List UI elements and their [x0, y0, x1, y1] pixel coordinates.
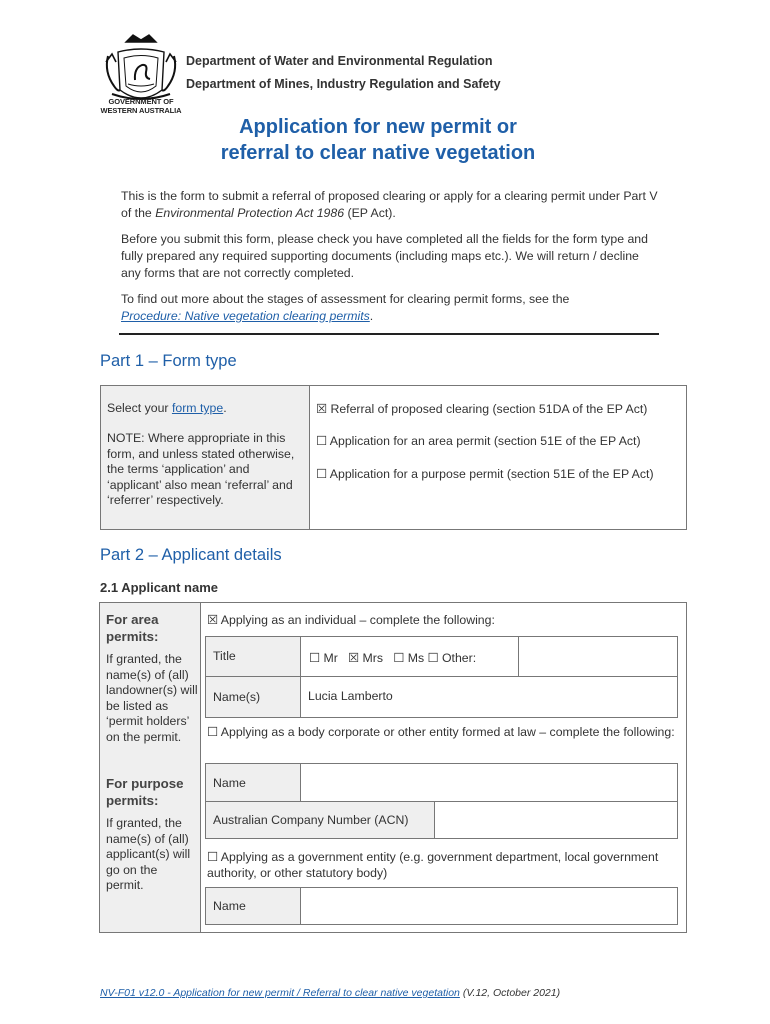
option-individual[interactable]: ☒ Applying as an individual – complete the following:: [207, 613, 495, 627]
option-purpose-permit[interactable]: ☐ Application for a purpose permit (section 51E of the EP Act): [316, 467, 654, 481]
title-option-ms[interactable]: ☐ Ms: [393, 651, 425, 665]
form-title: [100, 114, 656, 166]
checkbox-body-corporate[interactable]: ☐: [207, 725, 219, 739]
form-type-link[interactable]: form type: [171, 401, 224, 415]
area-permits-text: If granted, the name(s) of (all) landowner(s) will be listed as ‘permit holders’ on the permit.: [106, 652, 198, 744]
acn-field[interactable]: [434, 801, 678, 839]
department-name-2: Department of Mines, Industry Regulation and Safety: [186, 77, 501, 91]
footer: [100, 987, 560, 999]
section-divider: [119, 333, 659, 335]
part1-heading: Part 1 – Form type: [100, 352, 237, 370]
checkbox-area-permit[interactable]: ☐: [316, 434, 328, 448]
title-option-mrs[interactable]: ☒ Mrs: [348, 651, 383, 665]
form-title-line-1: Application for new permit or: [239, 116, 517, 138]
government-name-label: Name: [213, 899, 246, 913]
title-option-other[interactable]: ☐ Other:: [427, 651, 477, 665]
form-title-line-2: referral to clear native vegetation: [220, 142, 536, 164]
applicant-name-subheading: 2.1 Applicant name: [100, 580, 218, 595]
option-area-permit[interactable]: ☐ Application for an area permit (section 51E of the EP Act): [316, 434, 641, 448]
checkbox-purpose-permit[interactable]: ☐: [316, 467, 328, 481]
names-value: Lucia Lamberto: [308, 689, 393, 703]
crest-caption: GOVERNMENT OF WESTERN AUSTRALIA: [100, 97, 182, 115]
corporate-name-field[interactable]: [300, 763, 678, 802]
procedure-link[interactable]: Procedure: Native vegetation clearing permits: [121, 309, 370, 323]
title-other-field[interactable]: [518, 636, 678, 677]
intro-paragraph-1: This is the form to submit a referral of proposed clearing or apply for a clearing permit under Part V of the Environmental Protection Act 1986 (EP Act).: [121, 189, 658, 220]
purpose-permits-text: If granted, the name(s) of (all) applicant(s) will go on the permit.: [106, 816, 191, 892]
purpose-permits-heading: For purpose permits:: [106, 776, 184, 808]
option-body-corporate[interactable]: ☐ Applying as a body corporate or other entity formed at law – complete the following:: [207, 725, 675, 739]
checkbox-government[interactable]: ☐: [207, 850, 219, 864]
form-type-prompt: Select your form type.: [107, 401, 227, 415]
option-government[interactable]: ☐ Applying as a government entity (e.g. government department, local government authority, or other statutory body): [207, 850, 659, 880]
footer-version: (V.12, October 2021): [462, 987, 561, 999]
acn-label: Australian Company Number (ACN): [213, 813, 409, 827]
option-referral[interactable]: ☒ Referral of proposed clearing (section 51DA of the EP Act): [316, 402, 648, 416]
intro-paragraph-2: Before you submit this form, please check you have completed all the fields for the form type and fully prepared any required supporting documents (including maps etc.). We will return / decline any forms that are not correctly completed.: [121, 232, 648, 280]
title-label: Title: [213, 649, 236, 663]
names-label: Name(s): [213, 690, 261, 704]
corporate-name-label: Name: [213, 776, 246, 790]
ep-act-name: Environmental Protection Act 1986: [155, 206, 345, 220]
part2-heading: Part 2 – Applicant details: [100, 546, 282, 564]
checkbox-individual[interactable]: ☒: [207, 613, 219, 627]
footer-document-link[interactable]: NV-F01 v12.0 - Application for new permit / Referral to clear native vegetation: [100, 987, 460, 999]
title-options: [309, 651, 476, 667]
government-name-field[interactable]: [300, 887, 678, 925]
form-type-note: NOTE: Where appropriate in this form, and unless stated otherwise, the terms ‘application’ and ‘applicant’ also mean ‘referral’ and ‘referrer’ respectively.: [107, 431, 295, 507]
intro-paragraph-3: To find out more about the stages of assessment for clearing permit forms, see the Procedure: Native vegetation clearing permits.: [121, 292, 570, 323]
title-option-mr[interactable]: ☐ Mr: [309, 651, 338, 665]
department-name-1: Department of Water and Environmental Regulation: [186, 54, 493, 68]
checkbox-referral[interactable]: ☒: [316, 402, 328, 416]
area-permits-heading: For area permits:: [106, 612, 159, 644]
